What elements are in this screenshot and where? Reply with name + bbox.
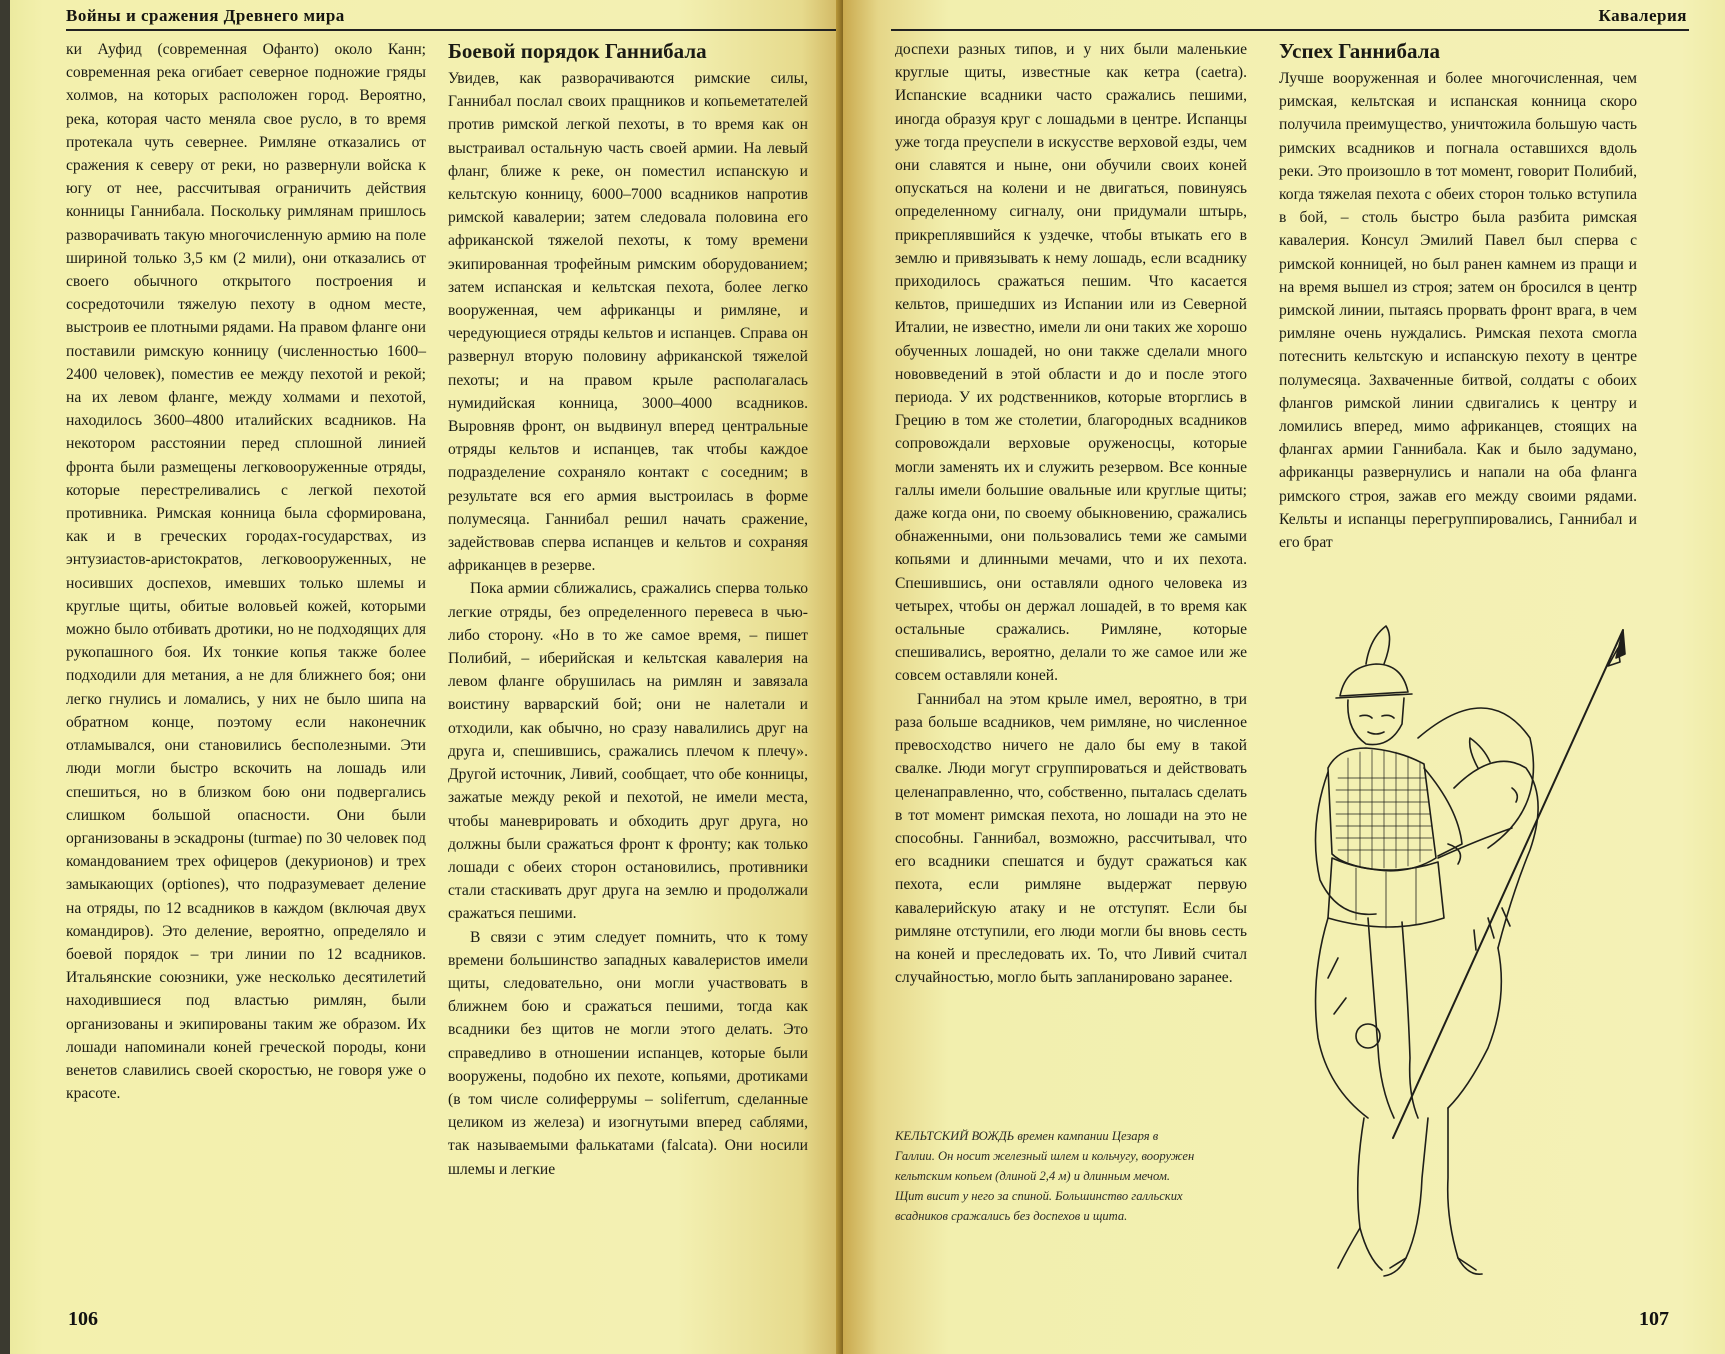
figure-caption-block [895,1126,1195,1226]
left-running-head: Войны и сражения Древнего мира [66,6,345,25]
right-column-1 [895,38,1247,989]
paragraph: Ганнибал на этом крыле имел, вероятно, в три раза больше всадников, чем римляне, но численное превосходство ничего не дало бы ему в такой свалке. Люди могут сгруппироваться и действовать целенаправленно, что, собственно, пыталась сделать в тот момент римская пехота, но лошади на это не способны. Ганнибал, возможно, рассчитывал, что его всадники спешатся и будут сражаться как пехота, если римляне выдержат первую кавалерийскую атаку и не отступят. Если бы римляне отступили, его люди могли бы вновь сесть на коней и преследовать их. То, что Ливий считал случайностью, могло быть запланировано заранее. [895,690,1247,987]
page-number-left: 106 [68,1308,98,1330]
paragraph: В связи с этим следует помнить, что к тому времени большинство западных кавалеристов имели щиты, следовательно, они могли участвовать в ближнем бою и сражаться пешими, тогда как всадники без щитов не могли этого делать. Это справедливо в отношении испанцев, которые были вооружены, подобно их пехоте, копьями, дротиками (в том числе солиферрумы – soliferrum, сделанные целиком из железа) и изогнутыми вперед саблями, так называемыми фалькатами (falcata). Они носили шлемы и легкие [448,928,808,1178]
paragraph: Пока армии сближались, сражались сперва только легкие отряды, без определенного перевеса в чью-либо сторону. «Но в то же самое время, – пишет Полибий, – иберийская и кельтская кавалерия на левом фланге обрушилась на римлян и завязала воистину варварский бой; они не налетали и отходили, как обычно, но сразу навалились друг на друга и, спешившись, сражались плечом к плечу». Другой источник, Ливий, сообщает, что обе конницы, зажатые между рекой и пехотой, не имели места, чтобы маневрировать и обходить друг друга, но должны были сражаться фронт к фронту; как только лошади с обеих сторон остановились, противники стали стаскивать друг друга на землю и продолжали сражаться пешими. [448,580,808,923]
celtic-horseman-illustration [1298,618,1643,1290]
section-heading: Успех Ганнибала [1279,39,1440,63]
paragraph: доспехи разных типов, и у них были маленькие круглые щиты, известные как кетра (caetra). Испанские всадники часто сражались пешими, иногда образуя круг с лошадьми в центре. Испанцы уже тогда преуспели в искусстве верховой езды, чем они славятся и ныне, они обучили своих коней опускаться на колени и не двигаться, повинуясь определенному сигналу, они придумали штырь, прикреплявшийся к уздечке, чтобы втыкать его в землю и привязывать к нему лошадь, если всаднику приходилось сражаться пешим. Что касается кельтов, пришедших из Испании или из Северной Италии, не известно, имели ли они таких же хорошо обученных лошадей, но они также сделали много нововведений в этой области и до и после этого периода. У их родственников, которые вторглись в Грецию в том же столетии, благородных всадников сопровождали верховые оруженосцы, которые могли заменять их и служить резервом. Все конные галлы имели большие овальные или круглые щиты; даже когда они, по своему обыкновению, сражались обнаженными, они пользовались теми же самыми копьями и длинными мечами, что и их пехота. Спешившись, они оставляли одного человека из четырех, чтобы он держал лошадей, в то время как остальные сражались. Римляне, которые спешивались, вероятно, делали то же самое или же совсем оставляли коней. [895,41,1247,685]
paragraph: Лучше вооруженная и более многочисленная, чем римская, кельтская и испанская конница скоро получила преимущество, уничтожила большую часть римских всадников и погнала оставшихся вдоль реки. Это произошло в тот момент, говорит Полибий, когда тяжелая пехота с обеих сторон только вступила в бой, – столь быстро была разбита римская кавалерия. Консул Эмилий Павел был сперва с римской конницей, но был ранен камнем из пращи и на время вышел из строя; затем он бросился в центр римской линии, пытаясь прорвать фронт врага, в чем римляне очень нуждались. Римская пехота смогла потеснить кельтскую и испанскую пехоту в центре полумесяца. Захваченные битвой, солдаты с обоих флангов римской линии сдвигались к центру и ломились вперед, мимо африканцев, стоящих на флангах армии Ганнибала. Как и было задумано, африканцы развернулись и напали на оба фланга римского строя, зажав его между своими рядами. Кельты и испанцы перегруппировались, Ганнибал и его брат [1279,70,1637,552]
right-running-head: Кавалерия [1598,6,1687,25]
section-heading: Боевой порядок Ганнибала [448,39,707,63]
right-column-2 [1279,38,1637,554]
figure-caption: КЕЛЬТСКИЙ ВОЖДЬ времен кампании Цезаря в Галлии. Он носит железный шлем и кольчугу, вооружен кельтским копьем (длиной 2,4 м) и длинным мечом. Щит висит у него за спиной. Большинство галльских всадников сражались без доспехов и щита. [895,1129,1195,1223]
page-number-right: 107 [1639,1308,1669,1330]
left-head-rule [66,29,836,31]
right-head-rule [891,29,1689,31]
left-page [0,0,843,1354]
left-column-2 [448,38,808,1181]
paragraph: ки Ауфид (современная Офанто) около Канн; современная река огибает северное подножие гряды холмов, на которых расположен город. Вероятно, река, которая часто меняла свое русло, в то время протекала чуть севернее. Римляне отказались от сражения к северу от реки, но развернули войска к югу от нее, рассчитывая ограничить действия конницы Ганнибала. Поскольку римлянам пришлось разворачивать такую многочисленную армию на поле шириной только 3,5 км (2 мили), они отказались от своего обычного открытого построения и сосредоточили тяжелую пехоту в одном месте, выстроив ее плотными рядами. На правом фланге они поставили римскую конницу (численностью 1600–2400 человек), поместив ее между пехотой и рекой; на их левом фланге, между холмами и пехотой, находилось 3600–4800 италийских всадников. На некотором расстоянии перед сплошной линией фронта были размещены легковооруженные отряды, которые перестреливались с легкой пехотой противника. Римская конница была сформирована, как и в греческих городах-государствах, из энтузиастов-аристократов, легковооруженных, не носивших доспехов, имевших только шлемы и круглые щиты, обитые воловьей кожей, которыми можно было отбивать дротики, но не подходящих для рукопашного боя. Их тонкие копья также более подходили для метания, а не для ближнего боя; они легко гнулись и ломались, у них не было шипа на обратном конце, поэтому если наконечник отламывался, они становились бесполезными. Эти люди могли быстро вскочить на лошадь или спешиться, но в близком бою они подвергались слишком большой опасности. Они были организованы в эскадроны (turmae) по 30 человек под командованием трех офицеров (декурионов) и трех замыкающих (optiones), что подразумевает деление на отряды, по 12 всадников в каждом (включая двух командиров). Это деление, вероятно, определяло и боевой порядок – три линии по 12 всадников. Итальянские союзники, уже несколько десятилетий находившиеся под властью римлян, были организованы и экипированы таким же образом. Их лошади напоминали коней греческой породы, кони венетов славились своей скоростью, не говоря уже о красоте. [66,41,426,1103]
paragraph: Увидев, как разворачиваются римские силы, Ганнибал послал своих пращников и копьеметателей против римской легкой пехоты, в то время как он выстраивал остальную часть своей армии. На левый фланг, ближе к реке, он поместил испанскую и кельтскую конницу, 6000–7000 всадников напротив римской кавалерии; затем следовала половина его африканской тяжелой пехоты, к тому времени экипированная трофейным римским оборудованием; затем испанская и кельтская пехота, более легко вооруженная, чем африканцы и римляне, и чередующиеся отряды кельтов и испанцев. Справа он развернул вторую половину африканской тяжелой пехоты; и на правом крыле располагалась нумидийская конница, 3000–4000 всадников. Выровняв фронт, он выдвинул вперед центральные отряды кельтов и испанцев, так чтобы каждое подразделение сохраняло контакт с соседним; в результате вся его армия выстроилась в форме полумесяца. Ганнибал решил начать сражение, задействовав сперва испанцев и кельтов и сохраняя африканцев в резерве. [448,70,808,575]
left-column-1 [66,38,426,1105]
